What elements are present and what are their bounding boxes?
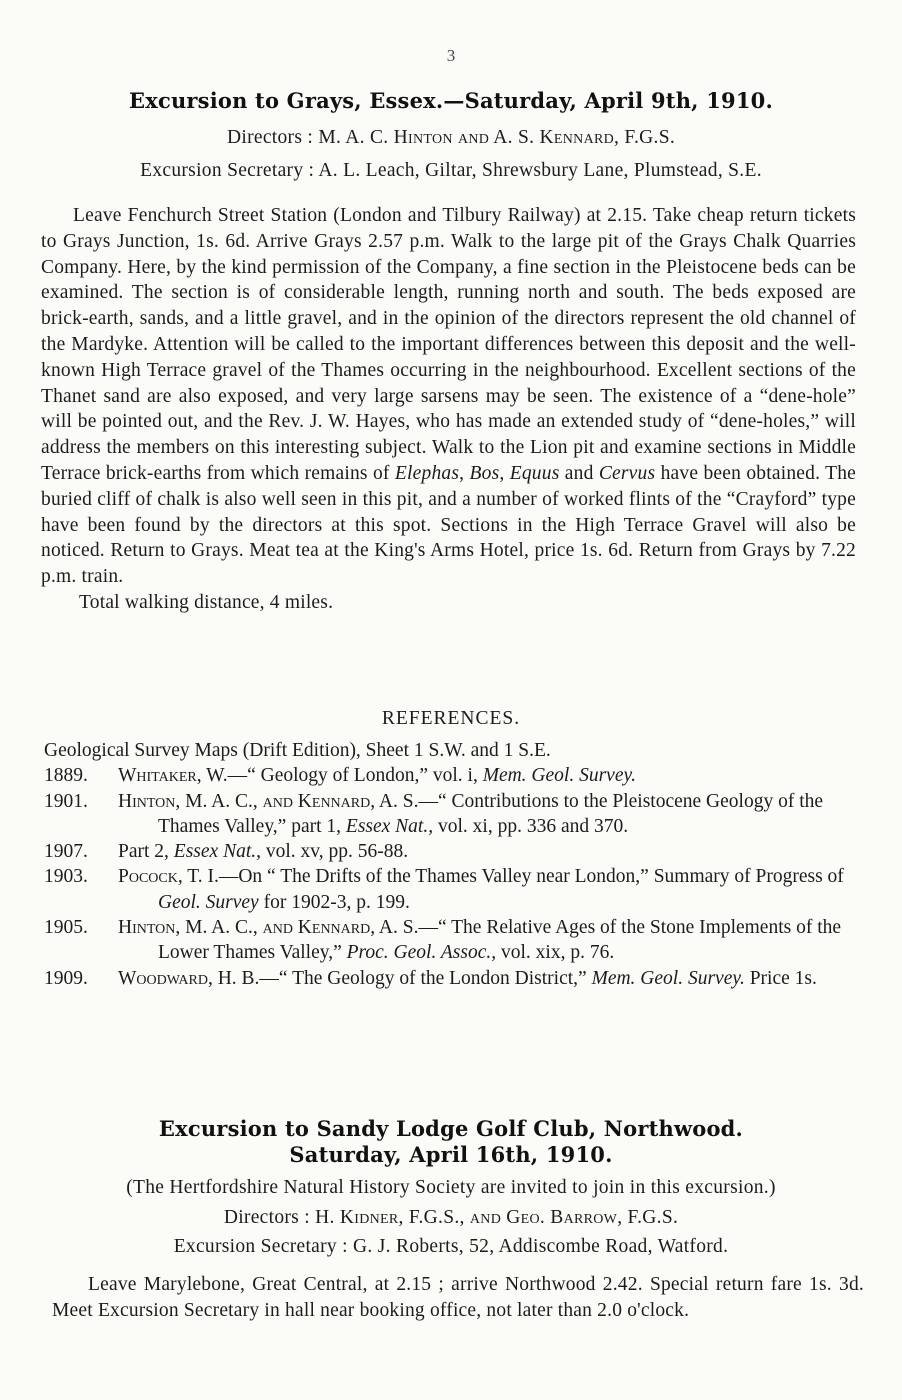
walking-distance: Total walking distance, 4 miles. bbox=[79, 591, 334, 613]
excursion1-itinerary: Leave Fenchurch Street Station (London and Tilbury Railway) at 2.15. Take cheap return tickets to Grays Junction, 1s. 6d. Arrive Grays 2.57 p.m. Walk to the large pit of the Grays Chalk Quarries Company. Here, by the kind permission of the Company, a fine section in the Pleistocene beds can be examined. The section is of considerable length, running north and south. The beds exposed are brick-earth, sands, and a little gravel, and in the opinion of the directors represent the old channel of the Mardyke. Attention will be called to the important differences between this deposit and the well-known High Terrace gravel of the Thames occurring in the neighbourhood. Excellent sections of the Thanet sand are also exposed, and very large sarsens may be seen. The existence of a “dene-hole” will be pointed out, and the Rev. J. W. Hayes, who has made an extended study of “dene-holes,” will address the members on this interesting subject. Walk to the Lion pit and examine sections in Middle Terrace brick-earths from which remains of Elephas, Bos, Equus and Cervus have been obtained. The buried cliff of chalk is also well seen in this pit, and a number of worked flints of the “Crayford” type have been found by the directors at this spot. Sections in the High Terrace Gravel will also be noticed. Return to Grays. Meat tea at the King's Arms Hotel, price 1s. 6d. Return from Grays by 7.22 p.m. train. Total walking distance, 4 miles. bbox=[41, 203, 856, 616]
excursion2-note: (The Hertfordshire Natural History Society are invited to join in this excursion.) bbox=[126, 1177, 776, 1198]
excursion2-title-line2: Saturday, April 16th, 1910. bbox=[289, 1142, 613, 1167]
excursion2-directors bbox=[0, 1207, 902, 1229]
reference-entry: 1909. Woodward, H. B.—“ The Geology of the London District,” Mem. Geol. Survey. Price 1s. bbox=[44, 967, 817, 989]
genus-elephas: Elephas bbox=[394, 462, 460, 484]
genus-cervus: Cervus bbox=[598, 462, 656, 484]
excursion1-title: Excursion to Grays, Essex.—Saturday, April 9th, 1910. bbox=[129, 88, 773, 113]
genus-bos: Bos bbox=[469, 462, 500, 484]
directors-names: H. Kidner, F.G.S., and Geo. Barrow, F.G.S. bbox=[315, 1207, 679, 1228]
directors-label: Directors : bbox=[223, 1207, 310, 1228]
reference-entry: 1907. Part 2, Essex Nat., vol. xv, pp. 56-88. bbox=[44, 841, 409, 863]
secretary-name: A. L. Leach, Giltar, Shrewsbury Lane, Plumstead, S.E. bbox=[318, 160, 762, 181]
reference-entry: 1901. Hinton, M. A. C., and Kennard, A. S.—“ Contributions to the Pleistocene Geology of the Thames Valley,” part 1, Essex Nat., vol. xi, pp. 336 and 370. bbox=[44, 790, 824, 837]
genus-equus: Equus bbox=[509, 462, 560, 484]
references-heading: REFERENCES. bbox=[381, 708, 521, 729]
reference-entry: 1889. Whitaker, W.—“ Geology of London,” vol. i, Mem. Geol. Survey. bbox=[44, 765, 636, 787]
excursion1-secretary bbox=[0, 160, 902, 182]
references-list bbox=[44, 738, 860, 991]
secretary-label: Excursion Secretary : bbox=[140, 160, 315, 181]
excursion2-secretary bbox=[0, 1236, 902, 1258]
secretary-name: G. J. Roberts, 52, Addiscombe Road, Watford. bbox=[353, 1236, 729, 1257]
excursion1-directors bbox=[0, 127, 902, 149]
itinerary-text-a: Leave Fenchurch Street Station (London and Tilbury Railway) at 2.15. Take cheap return tickets to Grays Junction, 1s. 6d. Arrive Grays 2.57 p.m. Walk to the large pit of the Grays Chalk Quarries Company. Here, by the kind permission of the Company, a fine section in the Pleistocene beds can be examined. The section is of considerable length, running north and south. The beds exposed are brick-earth, sands, and a little gravel, and in the opinion of the directors represent the old channel of the Mardyke. Attention will be called to the important differences between this deposit and the well-known High Terrace gravel of the Thames occurring in the neighbourhood. Excellent sections of the Thanet sand are also exposed, and very large sarsens may be seen. The existence of a “dene-hole” will be pointed out, and the Rev. J. W. Hayes, who has made an extended study of “dene-holes,” will address the members on this interesting subject. Walk to the Lion pit and examine sections in Middle Terrace brick-earths from which remains of bbox=[41, 205, 856, 484]
survey-maps-reference: Geological Survey Maps (Drift Edition), Sheet 1 S.W. and 1 S.E. bbox=[44, 740, 551, 761]
excursion2-itinerary: Leave Marylebone, Great Central, at 2.15 ; arrive Northwood 2.42. Special return fare 1s. 3d. Meet Excursion Secretary in hall near booking office, not later than 2.0 o'clock. bbox=[52, 1274, 864, 1321]
reference-entry: 1903. Pocock, T. I.—On “ The Drifts of the Thames Valley near London,” Summary of Progress of Geol. Survey for 1902-3, p. 199. bbox=[44, 866, 844, 913]
directors-label: Directors : bbox=[226, 127, 314, 148]
directors-names: M. A. C. Hinton and A. S. Kennard, F.G.S. bbox=[318, 127, 676, 148]
excursion2-title-line1: Excursion to Sandy Lodge Golf Club, Northwood. bbox=[158, 1116, 744, 1141]
itinerary-text-b: have been obtained. The buried cliff of chalk is also well seen in this pit, and a number of worked flints of the “Crayford” type have been found by the directors at this spot. Sections in the High Terrace Gravel will also be noticed. Return to Grays. Meat tea at the King's Arms Hotel, price 1s. 6d. Return from Grays by 7.22 p.m. train. bbox=[41, 462, 857, 588]
secretary-label: Excursion Secretary : bbox=[173, 1236, 348, 1257]
page-number: 3 bbox=[446, 46, 456, 65]
reference-entry: 1905. Hinton, M. A. C., and Kennard, A. S.—“ The Relative Ages of the Stone Implements of the Lower Thames Valley,” Proc. Geol. Assoc., vol. xix, p. 76. bbox=[44, 917, 842, 964]
